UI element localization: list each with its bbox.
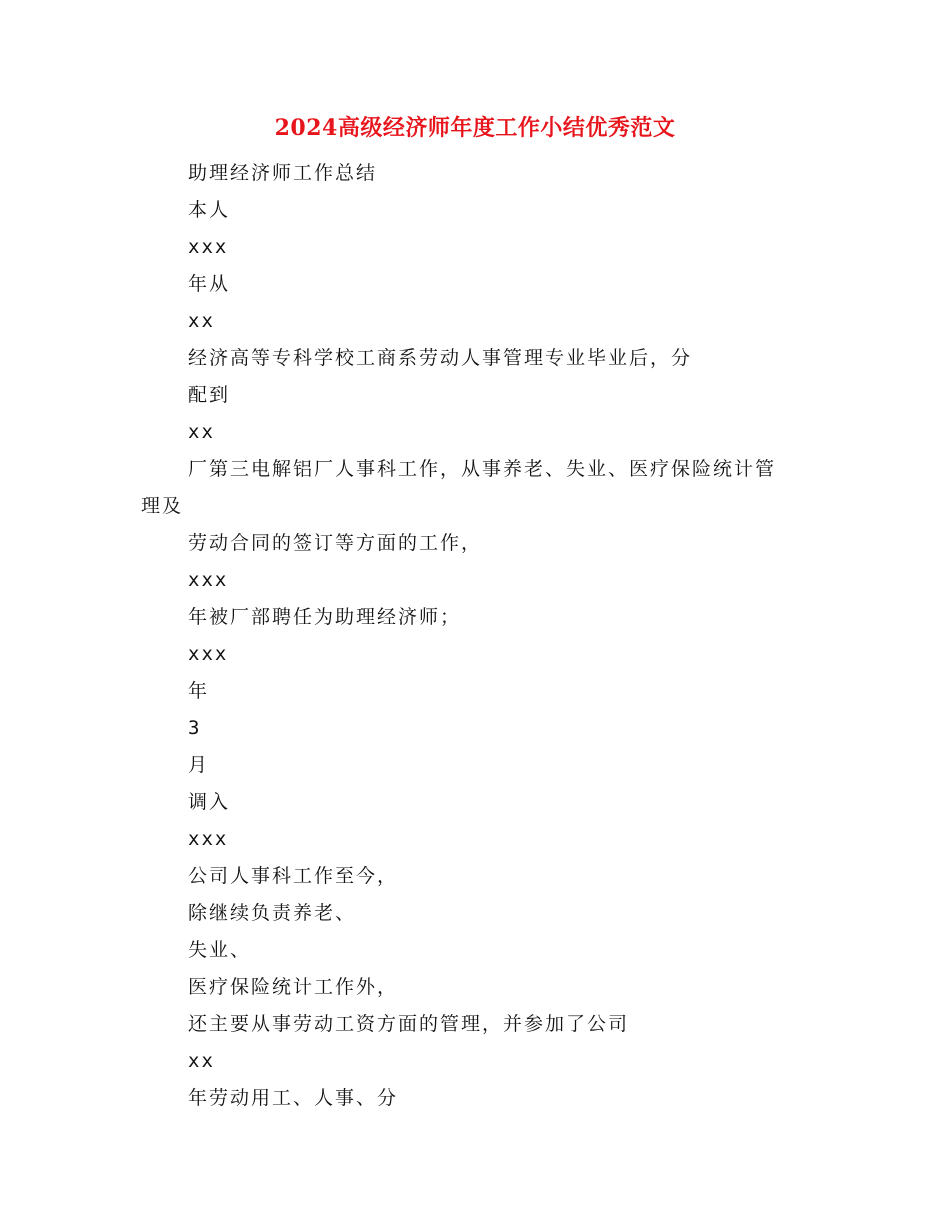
paragraph-line: 年从 bbox=[188, 273, 231, 295]
paragraph-line: 厂第三电解铝厂人事科工作，从事养老、失业、医疗保险统计管 bbox=[188, 458, 777, 480]
paragraph-line: 医疗保险统计工作外， bbox=[188, 976, 399, 998]
paragraph-line: xx bbox=[188, 310, 215, 332]
paragraph-line: 还主要从事劳动工资方面的管理，并参加了公司 bbox=[188, 1013, 630, 1035]
paragraph-line: 调入 bbox=[188, 791, 231, 813]
paragraph-line: 经济高等专科学校工商系劳动人事管理专业毕业后，分 bbox=[188, 347, 693, 369]
paragraph-line: 年 bbox=[188, 680, 210, 702]
paragraph-line: 助理经济师工作总结 bbox=[188, 162, 378, 184]
paragraph-line: 除继续负责养老、 bbox=[188, 902, 357, 924]
paragraph-line: xx bbox=[188, 421, 215, 443]
document-title: 2024高级经济师年度工作小结优秀范文 bbox=[274, 115, 676, 141]
paragraph-line: 理及 bbox=[141, 495, 184, 517]
paragraph-line: xxx bbox=[188, 236, 229, 258]
paragraph-line: 年被厂部聘任为助理经济师； bbox=[188, 606, 462, 628]
paragraph-line: xx bbox=[188, 1050, 215, 1072]
paragraph-line: 月 bbox=[188, 754, 210, 776]
paragraph-line: xxx bbox=[188, 828, 229, 850]
paragraph-line: 配到 bbox=[188, 384, 231, 406]
paragraph-line: 本人 bbox=[188, 199, 231, 221]
paragraph-line: xxx bbox=[188, 643, 229, 665]
paragraph-line: 年劳动用工、人事、分 bbox=[188, 1087, 399, 1109]
paragraph-line: 失业、 bbox=[188, 939, 252, 961]
paragraph-line: xxx bbox=[188, 569, 229, 591]
document-body bbox=[141, 155, 821, 1117]
paragraph-line: 劳动合同的签订等方面的工作， bbox=[188, 532, 483, 554]
paragraph-line: 公司人事科工作至今， bbox=[188, 865, 399, 887]
paragraph-line: 3 bbox=[188, 717, 202, 739]
